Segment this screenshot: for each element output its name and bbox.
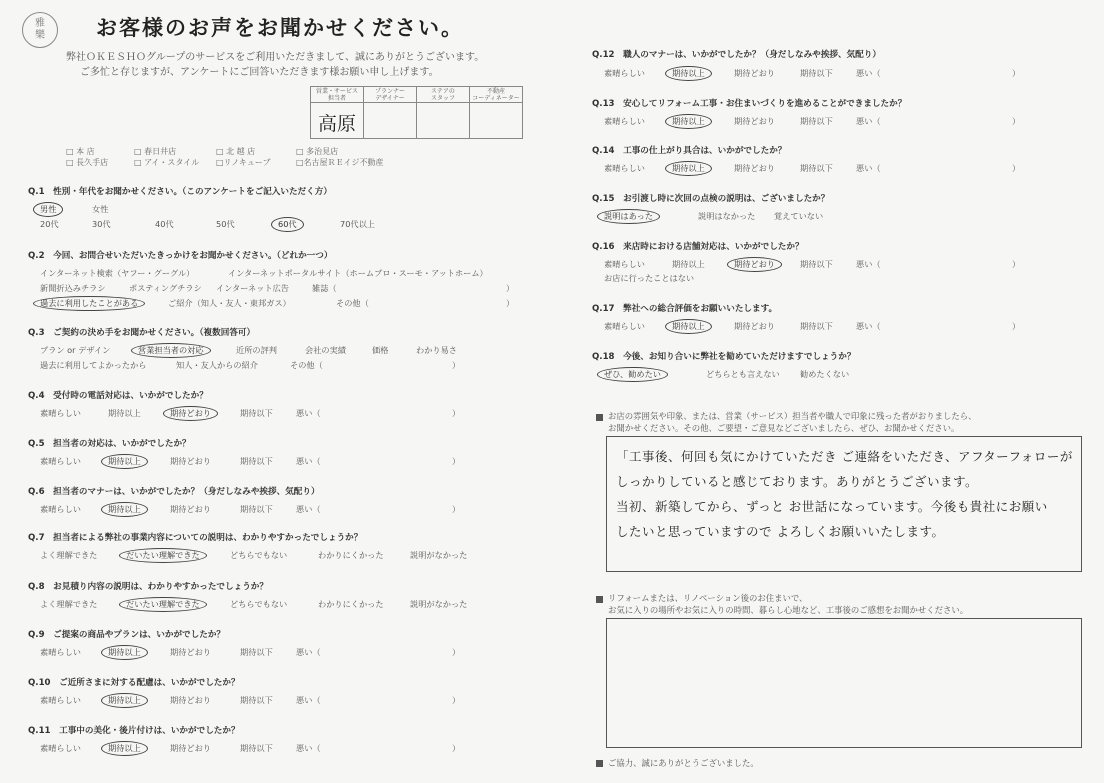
company-seal (22, 12, 58, 48)
answer-option[interactable]: 価格 (372, 345, 389, 355)
answer-option[interactable]: 説明がなかった (410, 550, 468, 560)
answer-option[interactable]: 会社の実績 (305, 345, 346, 355)
answer-option[interactable]: お店に行ったことはない (604, 273, 695, 283)
answer-option[interactable]: 覚えていない (774, 211, 824, 221)
answer-option[interactable]: わかりにくかった (318, 599, 384, 609)
store-list (66, 146, 384, 168)
answer-option[interactable]: 素晴らしい (604, 259, 645, 269)
answer-option[interactable]: 女性 (92, 204, 109, 214)
answer-option-selected[interactable]: 期待以上 (101, 502, 148, 517)
answer-option[interactable]: 素晴らしい (40, 743, 81, 753)
answer-option[interactable]: 期待以上 (108, 408, 141, 418)
answer-option[interactable]: 期待以下 (240, 743, 273, 753)
answer-option[interactable]: 勧めたくない (800, 369, 850, 379)
answer-option[interactable]: 近所の評判 (236, 345, 277, 355)
question-text: Q.15 お引渡し時に次回の点検の説明は、ございましたか？ (592, 194, 830, 204)
answer-option[interactable]: 期待以上 (672, 259, 705, 269)
answer-option[interactable]: 期待以下 (240, 408, 273, 418)
store-option[interactable]: □ 春日井店 (134, 147, 177, 156)
store-option[interactable]: □ 多治見店 (296, 147, 339, 156)
answer-option-selected[interactable]: 期待以上 (101, 741, 148, 756)
comment-prompt-line-2: お聞かせください。その他、ご要望・ご意見などございましたら、ぜひ、お聞かせください。 (608, 423, 960, 433)
answer-option[interactable]: 説明はなかった (698, 211, 756, 221)
answer-option[interactable]: 期待どおり (170, 504, 211, 514)
answer-option[interactable]: わかり易さ (416, 345, 457, 355)
answer-option[interactable]: 悪い（ (856, 116, 881, 126)
answer-option[interactable]: 期待どおり (170, 456, 211, 466)
page-title: お客様のお声をお聞かせください。 (96, 16, 464, 40)
question-text: Q.7 担当者による弊社の事業内容についての説明は、わかりやすかったでしょうか？ (28, 533, 363, 543)
answer-option[interactable]: 悪い（ (856, 163, 881, 173)
store-row-2 (66, 157, 384, 168)
answer-option[interactable]: 期待どおり (734, 68, 775, 78)
answer-option-selected[interactable]: 営業担当者の対応 (131, 343, 211, 358)
answer-option[interactable]: 悪い（ (296, 743, 321, 753)
answer-option[interactable]: 悪い（ (296, 504, 321, 514)
answer-option-selected[interactable]: 60代 (271, 217, 304, 232)
answer-option[interactable]: 素晴らしい (604, 163, 645, 173)
answer-option[interactable]: 期待以下 (240, 504, 273, 514)
answer-option-selected[interactable]: 期待以上 (665, 161, 712, 176)
staff-field-sales[interactable] (311, 103, 364, 139)
answer-option[interactable]: 過去に利用してよかったから (40, 360, 147, 370)
intro-text (66, 50, 484, 80)
answer-option-selected[interactable]: 期待以上 (665, 66, 712, 81)
answer-option[interactable]: ） (452, 408, 461, 418)
store-option[interactable]: □ 北 越 店 (216, 147, 256, 156)
reform-prompt-line-1: リフォームまたは、リノベーション後のお住まいで、 (608, 593, 808, 603)
answer-option[interactable]: 素晴らしい (604, 116, 645, 126)
comment-answer-line: 「工事後、何回も気にかけていただき ご連絡をいただき、アフターフォローが (616, 449, 1073, 464)
answer-option-selected[interactable]: だいたい理解できた (119, 597, 207, 612)
answer-option[interactable]: 期待どおり (170, 647, 211, 657)
answer-option-selected[interactable]: 期待以上 (101, 645, 148, 660)
staff-field-planner[interactable] (364, 103, 417, 139)
answer-option[interactable]: ポスティングチラシ (129, 283, 202, 293)
answer-option-selected[interactable]: だいたい理解できた (119, 548, 207, 563)
answer-option[interactable]: ） (452, 456, 461, 466)
store-option[interactable]: □ アイ・スタイル (134, 158, 200, 167)
answer-option[interactable]: ） (1012, 116, 1021, 126)
question-text: Q.1 性別・年代をお聞かせください。（このアンケートをご記入いただく方） (28, 187, 332, 197)
answer-option[interactable]: 悪い（ (296, 695, 321, 705)
answer-option[interactable]: 素晴らしい (40, 504, 81, 514)
question-text: Q.6 担当者のマナーは、いかがでしたか？（身だしなみや挨拶、気配り） (28, 487, 320, 497)
staff-name-handwritten: 高原 (317, 113, 356, 135)
answer-option[interactable]: インターネットポータルサイト（ホームプロ・スーモ・アットホーム） (228, 268, 488, 278)
question-text: Q.10 ご近所さまに対する配慮は、いかがでしたか？ (28, 678, 240, 688)
reform-prompt (608, 592, 968, 616)
question-text: Q.14 工事の仕上がり具合は、いかがでしたか？ (592, 146, 787, 156)
answer-option[interactable]: よく理解できた (40, 599, 98, 609)
answer-option[interactable]: プラン or デザイン (40, 345, 111, 355)
answer-option[interactable]: ） (506, 298, 515, 308)
answer-option[interactable]: 新聞折込みチラシ (40, 283, 106, 293)
store-row-1 (66, 146, 384, 157)
question-text: Q.13 安心してリフォーム工事・お住まいづくりを進めることができましたか？ (592, 99, 907, 109)
answer-option[interactable]: その他（ (336, 298, 369, 308)
answer-option[interactable]: ご紹介（知人・友人・東邦ガス） (168, 298, 291, 308)
question-text: Q.4 受付時の電話対応は、いかがでしたか？ (28, 391, 208, 401)
store-option[interactable]: □ 本 店 (66, 147, 95, 156)
answer-option[interactable]: 30代 (92, 219, 111, 229)
answer-option-selected[interactable]: 期待以上 (665, 114, 712, 129)
answer-option[interactable]: 悪い（ (856, 68, 881, 78)
answer-option-selected[interactable]: 期待どおり (727, 257, 782, 272)
answer-option[interactable]: 悪い（ (856, 259, 881, 269)
question-text: Q.3 ご契約の決め手をお聞かせください。（複数回答可） (28, 328, 256, 338)
answer-option[interactable]: 素晴らしい (40, 408, 81, 418)
answer-option-selected[interactable]: 説明はあった (597, 209, 660, 224)
answer-option[interactable]: 説明がなかった (410, 599, 468, 609)
answer-option[interactable]: 悪い（ (296, 456, 321, 466)
answer-option[interactable]: 期待以下 (240, 695, 273, 705)
answer-option[interactable]: 期待どおり (170, 695, 211, 705)
store-option[interactable]: □名古屋ＲＥイジ不動産 (296, 158, 384, 167)
answer-option[interactable]: 素晴らしい (40, 456, 81, 466)
answer-option[interactable]: ） (452, 647, 461, 657)
answer-option[interactable]: よく理解できた (40, 550, 98, 560)
answer-option[interactable]: ） (452, 504, 461, 514)
answer-option[interactable]: ） (452, 695, 461, 705)
answer-option[interactable]: 期待どおり (734, 321, 775, 331)
answer-option[interactable]: ） (1012, 321, 1021, 331)
answer-option[interactable]: インターネット広告 (216, 283, 289, 293)
answer-option[interactable]: どちらでもない (230, 550, 288, 560)
answer-option-selected[interactable]: 期待以上 (101, 454, 148, 469)
staff-field-staff[interactable] (417, 103, 470, 139)
footer-thanks: ご協力、誠にありがとうございました。 (608, 758, 759, 768)
answer-option[interactable]: 期待以下 (800, 259, 833, 269)
staff-field-realestate[interactable] (470, 103, 523, 139)
answer-option[interactable]: ） (1012, 68, 1021, 78)
answer-option-selected[interactable]: 期待以上 (665, 319, 712, 334)
staff-header-staff: ステアの スタッフ (417, 87, 470, 103)
store-option[interactable]: □リノキューブ (216, 158, 271, 167)
question-text: Q.8 お見積り内容の説明は、わかりやすかったでしょうか？ (28, 582, 268, 592)
question-text: Q.2 今回、お問合せいただいたきっかけをお聞かせください。（どれか一つ） (28, 251, 333, 261)
answer-option[interactable]: 素晴らしい (40, 647, 81, 657)
answer-option[interactable]: 期待どおり (734, 163, 775, 173)
answer-option[interactable]: わかりにくかった (318, 550, 384, 560)
answer-option[interactable]: ） (452, 360, 461, 370)
comment-answer-handwritten (616, 444, 1086, 544)
comment-prompt-line-1: お店の雰囲気や印象、または、営業（サービス）担当者や職人で印象に残った者がおりましたら、 (608, 411, 977, 421)
answer-option-selected[interactable]: 男性 (33, 202, 63, 217)
comment-answer-line: 当初、新築してから、ずっと お世話になっています。今後も貴社にお願い (616, 499, 1048, 514)
bullet-square (596, 760, 603, 767)
bullet-square (596, 414, 603, 421)
answer-option[interactable]: どちらとも言えない (706, 369, 780, 379)
answer-option[interactable]: ） (506, 283, 515, 293)
answer-option[interactable]: 期待どおり (734, 116, 775, 126)
answer-option[interactable]: 20代 (40, 219, 59, 229)
answer-option-selected[interactable]: 期待どおり (163, 406, 218, 421)
intro-line-2: ご多忙と存じますが、アンケートにご回答いただきます様お願い申し上げます。 (80, 67, 439, 78)
question-text: Q.17 弊社への総合評価をお願いいたします。 (592, 304, 778, 314)
intro-line-1: 弊社ＯＫＥＳＨＯグループのサービスをご利用いただきまして、誠にありがとうございます。 (66, 52, 485, 63)
answer-option[interactable]: 期待以下 (800, 116, 833, 126)
answer-option[interactable]: ） (1012, 163, 1021, 173)
answer-option[interactable]: 素晴らしい (604, 321, 645, 331)
seal-text: 雅 樂 (35, 18, 45, 41)
answer-option[interactable]: 悪い（ (296, 647, 321, 657)
answer-option[interactable]: 期待以下 (240, 647, 273, 657)
answer-option[interactable]: 期待どおり (170, 743, 211, 753)
answer-option[interactable]: 70代以上 (340, 219, 375, 229)
answer-option-selected[interactable]: ぜひ、勧めたい (597, 367, 668, 382)
comment-prompt (608, 410, 977, 434)
question-text: Q.12 職人のマナーは、いかがでしたか？（身だしなみや挨拶、気配り） (592, 50, 881, 60)
question-text: Q.18 今後、お知り合いに弊社を勧めていただけますでしょうか？ (592, 352, 856, 362)
answer-option-selected[interactable]: 期待以上 (101, 693, 148, 708)
store-option[interactable]: □ 長久手店 (66, 158, 109, 167)
question-text: Q.16 来店時における店舗対応は、いかがでしたか？ (592, 242, 804, 252)
reform-comment-box[interactable] (606, 618, 1082, 748)
answer-option[interactable]: 素晴らしい (40, 695, 81, 705)
answer-option-selected[interactable]: 過去に利用したことがある (33, 296, 145, 311)
answer-option[interactable]: 悪い（ (856, 321, 881, 331)
question-text: Q.9 ご提案の商品やプランは、いかがでしたか？ (28, 630, 226, 640)
comment-answer-line: しっかりしていると感じております。ありがとうございます。 (616, 474, 979, 489)
staff-header-sales: 営業・サービス 担当者 (311, 87, 364, 103)
comment-answer-line: したいと思っていますので よろしくお願いいたします。 (616, 524, 945, 539)
question-text: Q.11 工事中の美化・後片付けは、いかがでしたか？ (28, 726, 240, 736)
answer-option[interactable]: 50代 (216, 219, 235, 229)
answer-option[interactable]: ） (1012, 259, 1021, 269)
answer-option[interactable]: 雑誌（ (312, 283, 337, 293)
answer-option[interactable]: 期待以下 (800, 321, 833, 331)
answer-option[interactable]: その他（ (290, 360, 323, 370)
reform-prompt-line-2: お気に入りの場所やお気に入りの時間、暮らし心地など、工事後のご感想をお聞かせください。 (608, 605, 969, 615)
question-text: Q.5 担当者の対応は、いかがでしたか？ (28, 439, 191, 449)
answer-option[interactable]: 悪い（ (296, 408, 321, 418)
staff-table (310, 86, 523, 139)
answer-option[interactable]: 期待以下 (800, 68, 833, 78)
staff-header-planner: プランナー デザイナー (364, 87, 417, 103)
answer-option[interactable]: 知人・友人からの紹介 (176, 360, 258, 370)
bullet-square (596, 596, 603, 603)
answer-option[interactable]: ） (452, 743, 461, 753)
answer-option[interactable]: 素晴らしい (604, 68, 645, 78)
answer-option[interactable]: どちらでもない (230, 599, 288, 609)
answer-option[interactable]: 期待以下 (800, 163, 833, 173)
staff-header-realestate: 不動産 コーディネーター (470, 87, 523, 103)
answer-option[interactable]: 期待以下 (240, 456, 273, 466)
answer-option[interactable]: 40代 (155, 219, 174, 229)
answer-option[interactable]: インターネット検索（ヤフー・グーグル） (40, 268, 195, 278)
